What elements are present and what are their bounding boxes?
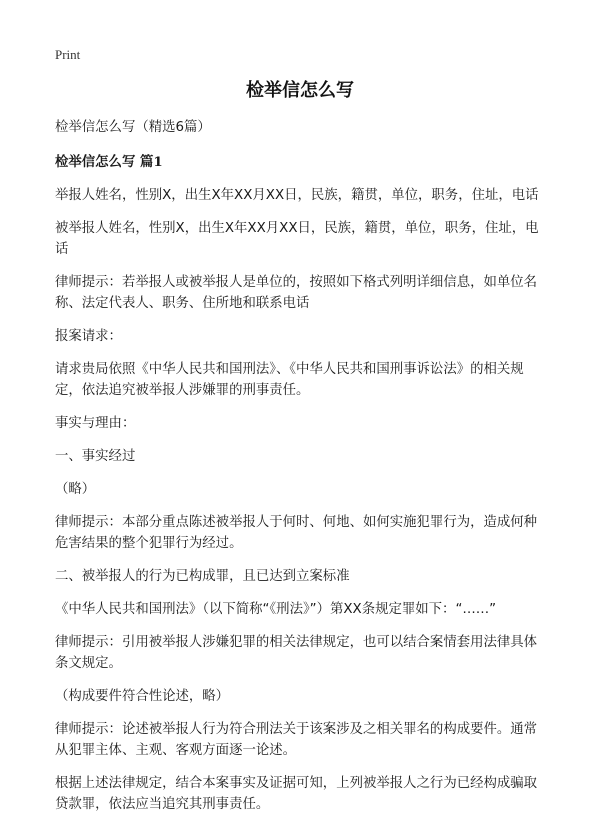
reporter-info-paragraph: 举报人姓名，性别X，出生X年XX月XX日，民族，籍贯，单位，职务，住址，电话 (55, 188, 539, 203)
criminal-law-citation-paragraph: 《中华人民共和国刑法》（以下简称“《刑法》”）第XX条规定罪如下：“……” (55, 602, 497, 617)
lawyer-tip-unit-paragraph: 律师提示：若举报人或被举报人是单位的，按照如下格式列明详细信息，如单位名称、法定代表人、职务、住所地和联系电话 (55, 275, 538, 311)
lawyer-tip-facts-paragraph: 律师提示：本部分重点陈述被举报人于何时、何地、如何实施犯罪行为，造成何种危害结果的整个犯罪行为经过。 (55, 515, 538, 551)
lawyer-tip-law-paragraph: 律师提示：引用被举报人涉嫌犯罪的相关法律规定，也可以结合案情套用法律具体条文规定。 (55, 635, 538, 671)
facts-omitted: （略） (55, 482, 96, 497)
section-heading: 检举信怎么写 篇1 (55, 154, 163, 170)
document-title: 检举信怎么写 (246, 80, 354, 101)
case-request-label: 报案请求： (55, 329, 122, 344)
crime-heading: 二、被举报人的行为已构成罪，且已达到立案标准 (55, 569, 350, 584)
elements-omitted: （构成要件符合性论述，略） (55, 689, 230, 704)
conclusion-paragraph: 根据上述法律规定，结合本案事实及证据可知，上列被举报人之行为已经构成骗取贷款罪，依法应当追究其刑事责任。 (55, 776, 538, 812)
print-label: Print (55, 47, 81, 62)
document-subtitle: 检举信怎么写（精选6篇） (55, 120, 211, 135)
lawyer-tip-elements-paragraph: 律师提示：论述被举报人行为符合刑法关于该案涉及之相关罪名的构成要件。通常从犯罪主体、主观、客观方面逐一论述。 (55, 722, 538, 758)
facts-and-reasons-label: 事实与理由： (55, 416, 136, 431)
facts-heading: 一、事实经过 (55, 449, 136, 464)
case-request-paragraph: 请求贵局依照《中华人民共和国刑法》、《中华人民共和国刑事诉讼法》的相关规定，依法追究被举报人涉嫌罪的刑事责任。 (55, 362, 524, 398)
reported-person-info-paragraph: 被举报人姓名，性别X，出生X年XX月XX日，民族，籍贯，单位，职务，住址，电话 (55, 221, 539, 257)
